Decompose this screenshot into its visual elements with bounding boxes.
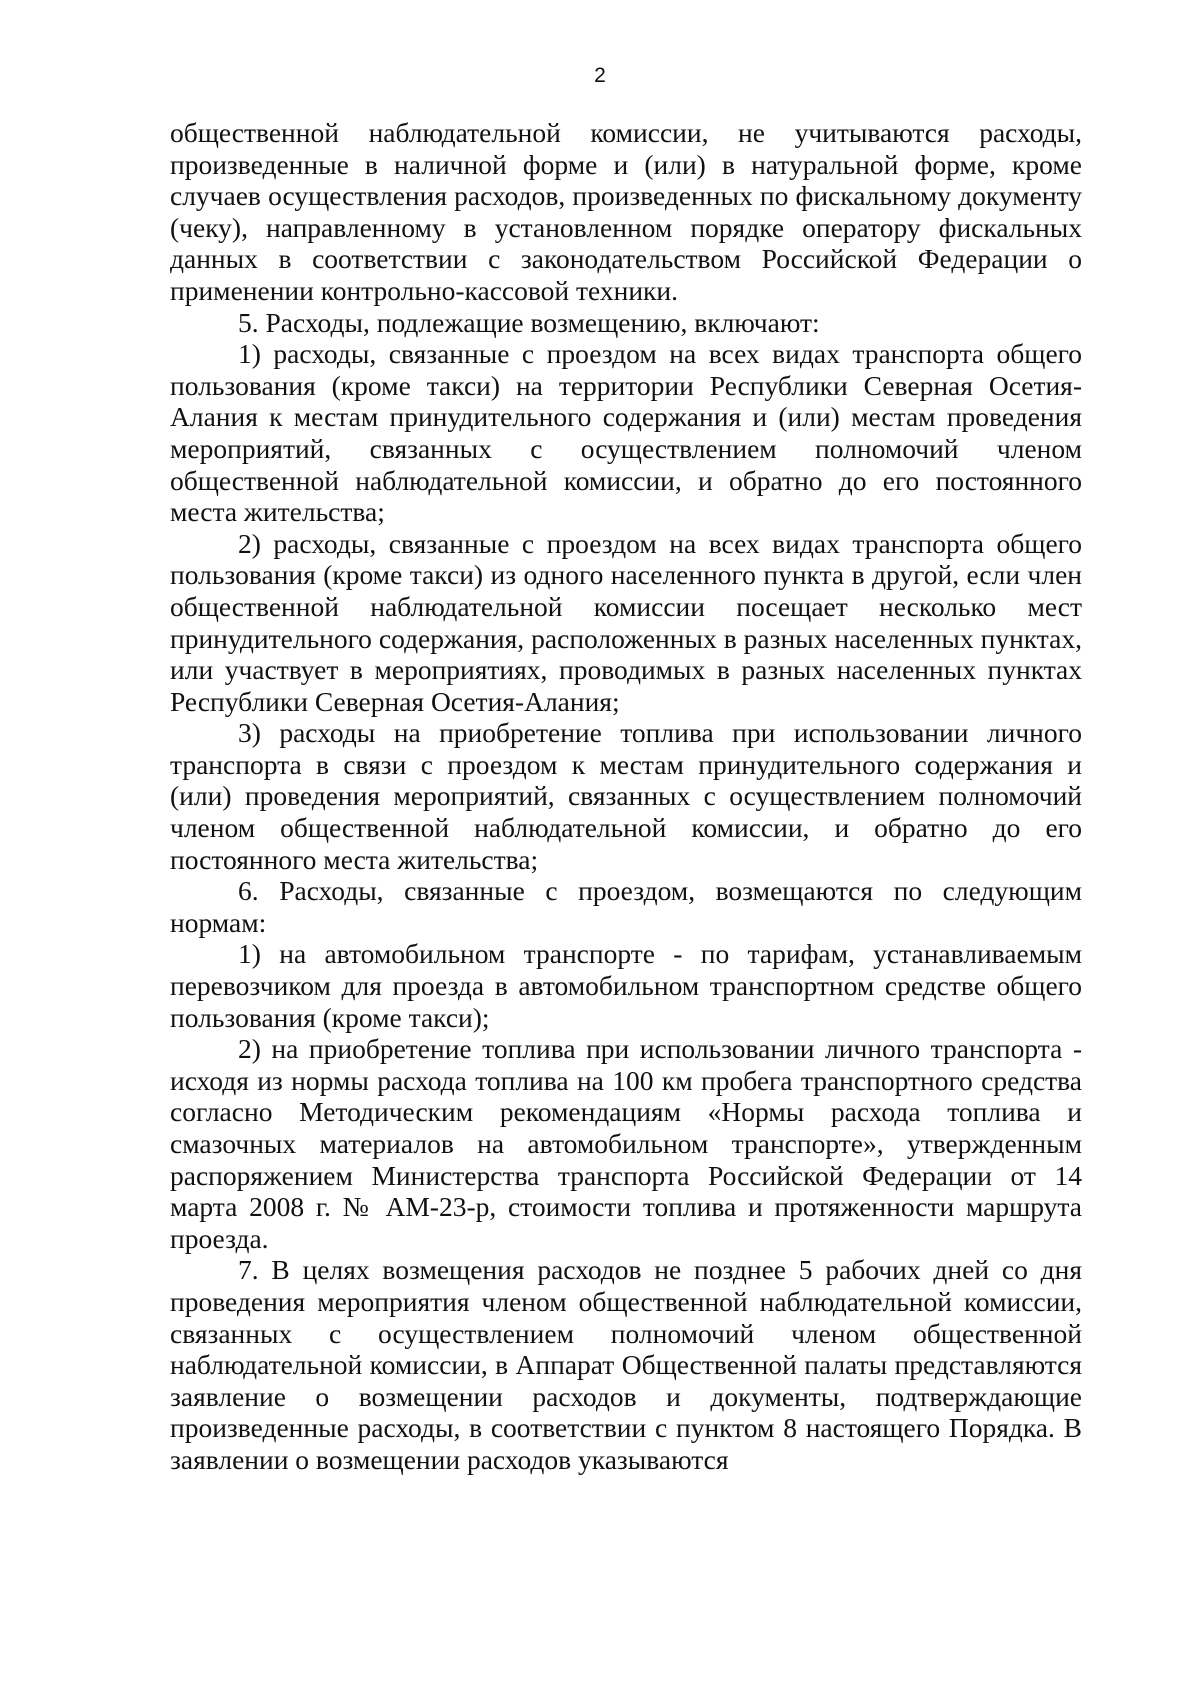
paragraph-clause-5-item-3: 3) расходы на приобретение топлива при использовании личного транспорта в связи с проездом к местам принудительного содержания и (или) проведения мероприятий, связанных с осуществлением полномочий членом общественной наблюдательной комиссии, и обратно до его постоянного места жительства; xyxy=(170,717,1082,875)
paragraph-clause-5: 5. Расходы, подлежащие возмещению, включают: xyxy=(238,306,820,338)
paragraph-clause-6-item-2: 2) на приобретение топлива при использовании личного транспорта - исходя из нормы расхода топлива на 100 км пробега транспортного средства согласно Методическим рекомендациям «Нормы расхода топлива и смазочных материалов на автомобильном транспорте», утвержденным распоряжением Министерства транспорта Российской Федерации от 14 марта 2008 г. № АМ-23-р, стоимости топлива и протяженности маршрута проезда. xyxy=(170,1033,1082,1254)
paragraph-clause-5-item-2: 2) расходы, связанные с проездом на всех видах транспорта общего пользования (кроме такси) из одного населенного пункта в другой, если член общественной наблюдательной комиссии посещает несколько мест принудительного содержания, расположенных в разных населенных пунктах, или участвует в мероприятиях, проводимых в разных населенных пунктах Республики Северная Осетия-Алания; xyxy=(170,527,1082,717)
paragraph-clause-6: 6. Расходы, связанные с проездом, возмещаются по следующим нормам: xyxy=(170,875,1082,938)
document-body xyxy=(170,117,1082,1476)
paragraph-clause-7: 7. В целях возмещения расходов не позднее 5 рабочих дней со дня проведения мероприятия членом общественной наблюдательной комиссии, связанных с осуществлением полномочий членом общественной наблюдательной комиссии, в Аппарат Общественной палаты представляются заявление о возмещении расходов и документы, подтверждающие произведенные расходы, в соответствии с пунктом 8 настоящего Порядка. В заявлении о возмещении расходов указываются xyxy=(170,1254,1082,1475)
paragraph-clause-6-item-1: 1) на автомобильном транспорте - по тарифам, устанавливаемым перевозчиком для проезда в автомобильном транспортном средстве общего пользования (кроме такси); xyxy=(170,938,1082,1033)
paragraph-clause-5-item-1: 1) расходы, связанные с проездом на всех видах транспорта общего пользования (кроме такси) на территории Республики Северная Осетия-Алания к местам принудительного содержания и (или) местам проведения мероприятий, связанных с осуществлением полномочий членом общественной наблюдательной комиссии, и обратно до его постоянного места жительства; xyxy=(170,338,1082,528)
paragraph-continuation: общественной наблюдательной комиссии, не учитываются расходы, произведенные в наличной форме и (или) в натуральной форме, кроме случаев осуществления расходов, произведенных по фискальному документу (чеку), направленному в установленном порядке оператору фискальных данных в соответствии с законодательством Российской Федерации о применении контрольно-кассовой техники. xyxy=(170,117,1082,306)
page-number: 2 xyxy=(594,64,606,87)
